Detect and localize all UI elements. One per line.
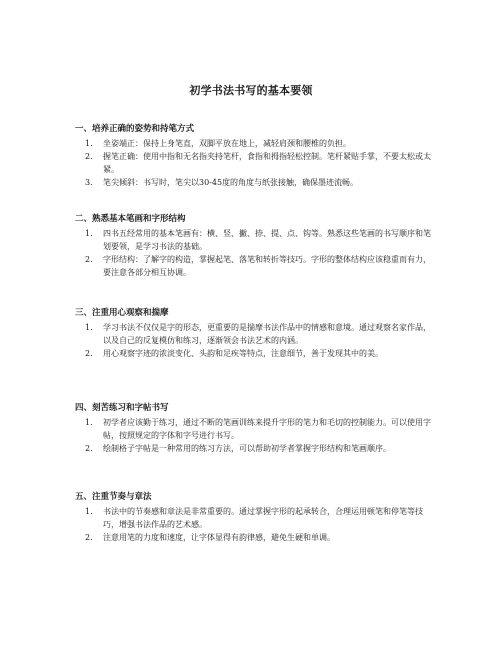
item-text: 笔尖倾斜：书写时，笔尖以30-45度的角度与纸张接触，确保墨迹流畅。	[103, 178, 359, 187]
item-number: 2.	[85, 444, 93, 453]
list-item	[75, 505, 435, 531]
section-heading: 四、刻苦练习和字帖书写	[75, 403, 169, 413]
section-posture	[75, 123, 435, 189]
item-number: 1.	[85, 507, 93, 516]
list-item	[75, 321, 435, 347]
section-heading: 一、培养正确的姿势和持笔方式	[75, 124, 195, 134]
list-item	[75, 416, 435, 442]
item-number: 2.	[85, 349, 93, 358]
section-strokes	[75, 213, 435, 279]
item-text: 书法中的节奏感和章法是非常重要的。通过掌握字形的起承转合，合理运用顿笔和停笔等技巧，增强书法作品的艺术感。	[103, 507, 423, 529]
section-observation	[75, 307, 435, 360]
item-text: 字形结构：了解字的构造，掌握起笔、落笔和转折等技巧。字形的整体结构应该稳重而有力，要注意各部分相互协调。	[103, 255, 431, 277]
item-text: 学习书法不仅仅是字的形态，更重要的是揣摩书法作品中的情感和意境。通过观察名家作品，以及自己的反复模仿和练习，逐渐领会书法艺术的内涵。	[103, 323, 431, 345]
list-item	[75, 150, 435, 176]
item-number: 3.	[85, 178, 93, 187]
section-heading: 二、熟悉基本笔画和字形结构	[75, 214, 186, 224]
section-rhythm	[75, 491, 435, 544]
item-text: 注意用笔的力度和速度，让字体显得有韵律感，避免生硬和单调。	[103, 533, 335, 542]
list-item	[75, 442, 435, 455]
item-text: 用心观察字迹的浓淡变化、头韵和足疾等特点，注意细节，善于发现其中的美。	[103, 349, 383, 358]
section-heading: 五、注重节奏与章法	[75, 492, 152, 502]
item-number: 2.	[85, 255, 93, 264]
list-item	[75, 176, 435, 189]
list-item	[75, 253, 435, 279]
item-number: 1.	[85, 323, 93, 332]
item-text: 四书五经常用的基本笔画有：横、竖、撇、捺、提、点、钩等。熟悉这些笔画的书写顺序和笔划要领，是学习书法的基础。	[103, 229, 431, 251]
list-item	[75, 137, 435, 150]
item-number: 1.	[85, 229, 93, 238]
item-text: 坐姿端正：保持上身笔直，双脚平放在地上，减轻肩颈和腰椎的负担。	[103, 139, 351, 148]
section-heading: 三、注重用心观察和揣摩	[75, 308, 169, 318]
item-text: 初学者应该勤于练习，通过不断的笔画训练来提升字形的笔力和毛切的控制能力。可以使用字帖，按照规定的字体和字号进行书写。	[103, 418, 431, 440]
list-item	[75, 531, 435, 544]
document-title: 初学书法书写的基本要领	[189, 84, 313, 97]
item-number: 2.	[85, 152, 93, 161]
item-text: 握笔正确：使用中指和无名指夹持笔杆，食指和拇指轻松控制。笔杆紧贴手掌，不要太松或太紧。	[103, 152, 431, 174]
list-item	[75, 227, 435, 253]
item-number: 1.	[85, 139, 93, 148]
item-number: 1.	[85, 418, 93, 427]
list-item	[75, 347, 435, 360]
item-text: 绘制格子字帖是一种常用的练习方法，可以帮助初学者掌握字形结构和笔画顺序。	[103, 444, 391, 453]
section-practice	[75, 402, 435, 455]
item-number: 2.	[85, 533, 93, 542]
